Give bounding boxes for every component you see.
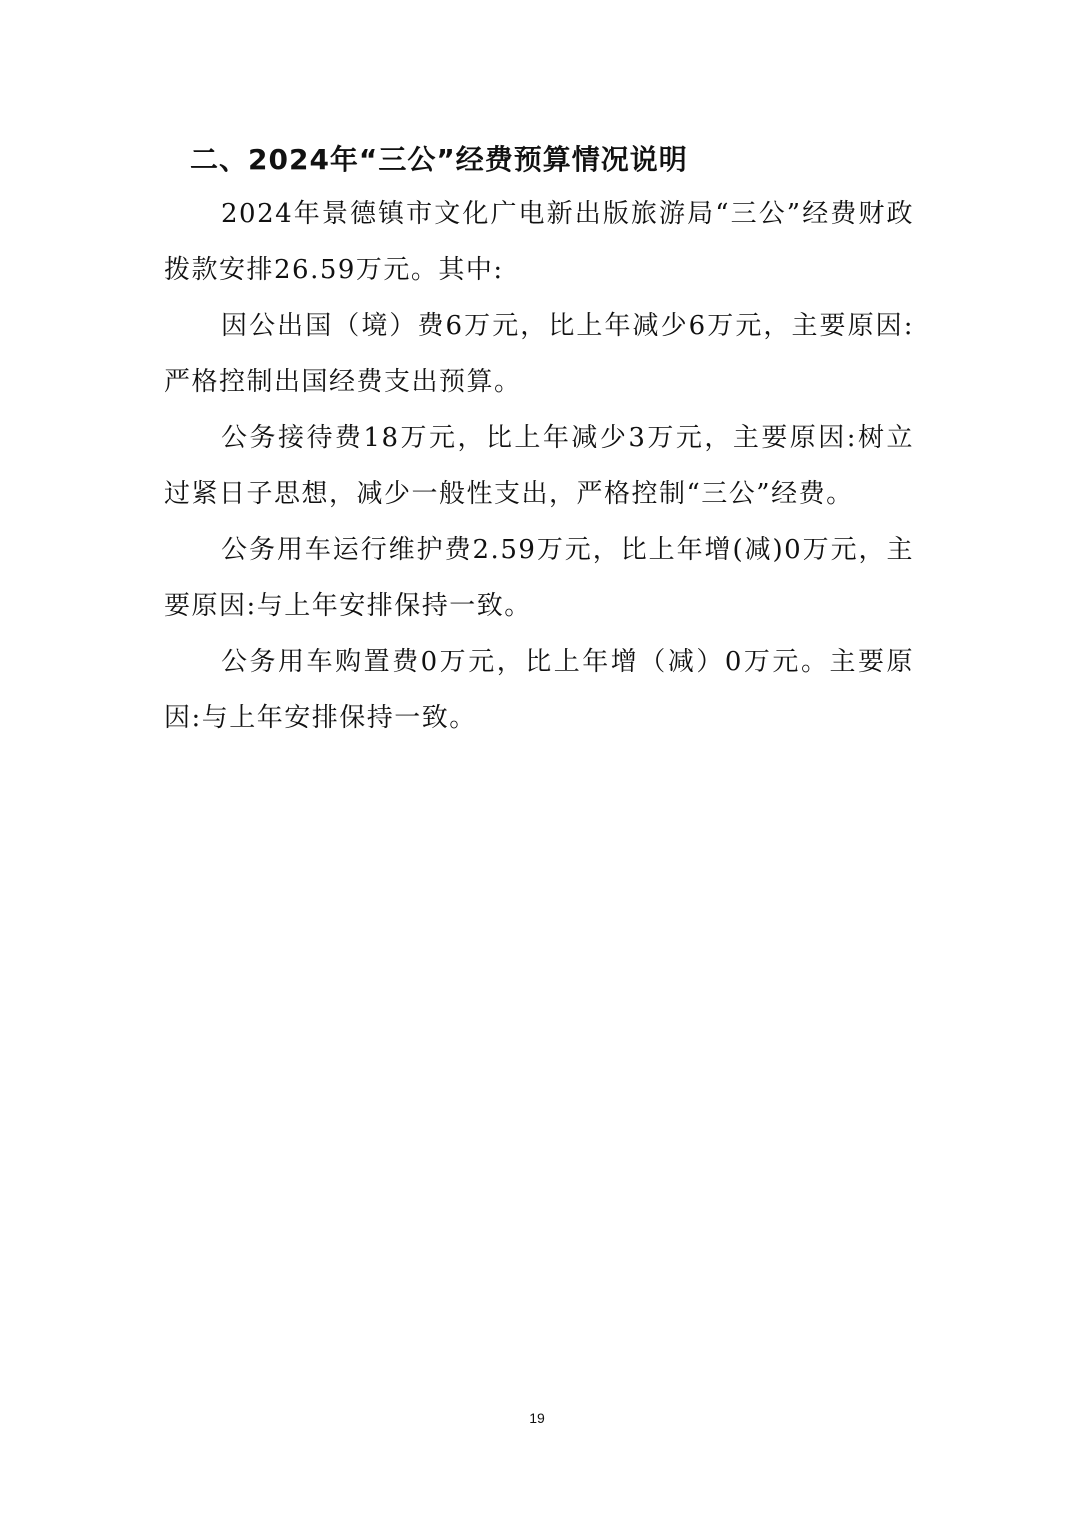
page-number: 19 (529, 1410, 545, 1426)
paragraph-official-reception: 公务接待费18万元，比上年减少3万元，主要原因:树立过紧日子思想，减少一般性支出，严格控制“三公”经费。 (164, 423, 914, 509)
paragraph-vehicle-operation: 公务用车运行维护费2.59万元，比上年增(减)0万元，主要原因:与上年安排保持一致。 (164, 535, 914, 621)
paragraph-vehicle-purchase: 公务用车购置费0万元，比上年增（减）0万元。主要原因:与上年安排保持一致。 (164, 647, 914, 733)
section-heading: 二、2024年“三公”经费预算情况说明 (190, 143, 688, 176)
paragraph-total-budget: 2024年景德镇市文化广电新出版旅游局“三公”经费财政拨款安排26.59万元。其中: (164, 199, 914, 285)
body-text (164, 186, 914, 746)
paragraph-overseas-travel: 因公出国（境）费6万元，比上年减少6万元，主要原因:严格控制出国经费支出预算。 (164, 311, 914, 397)
